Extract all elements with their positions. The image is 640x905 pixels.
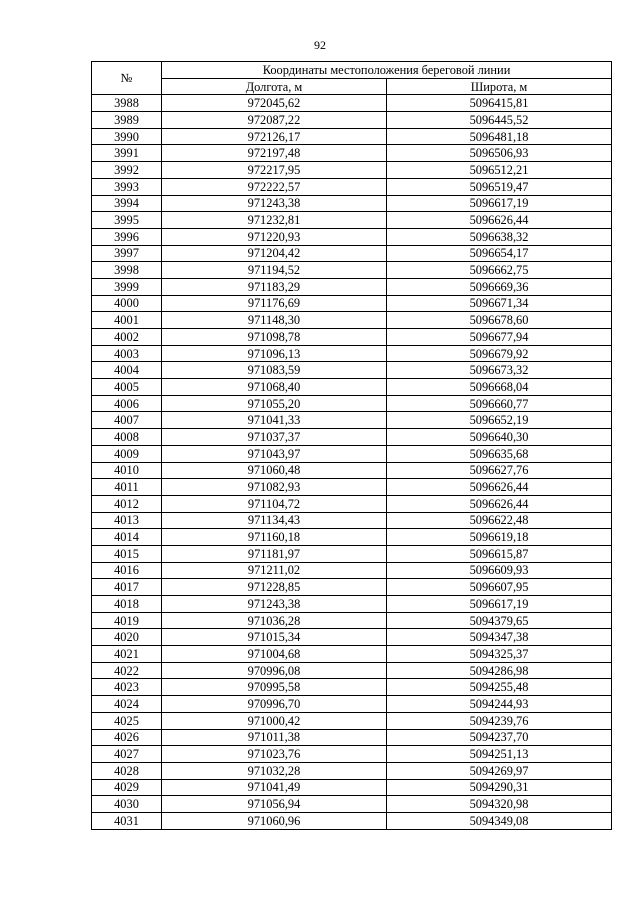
table-row (92, 245, 612, 262)
table-row (92, 412, 612, 429)
point-number-cell: 3997 (92, 245, 162, 262)
longitude-cell: 971148,30 (162, 312, 387, 329)
table-row (92, 162, 612, 179)
latitude-cell: 5094325,37 (387, 646, 612, 663)
latitude-cell: 5094379,65 (387, 612, 612, 629)
table-row (92, 529, 612, 546)
table-row (92, 262, 612, 279)
point-number-cell: 4009 (92, 445, 162, 462)
point-number-cell: 4023 (92, 679, 162, 696)
longitude-cell: 971015,34 (162, 629, 387, 646)
table-row (92, 278, 612, 295)
point-number-cell: 4024 (92, 696, 162, 713)
longitude-cell: 970995,58 (162, 679, 387, 696)
longitude-cell: 970996,70 (162, 696, 387, 713)
coordinates-table (91, 61, 612, 830)
latitude-cell: 5096512,21 (387, 162, 612, 179)
point-number-cell: 4018 (92, 596, 162, 613)
latitude-cell: 5096609,93 (387, 562, 612, 579)
table-row (92, 696, 612, 713)
latitude-cell: 5094255,48 (387, 679, 612, 696)
point-number-cell: 4020 (92, 629, 162, 646)
latitude-cell: 5094349,08 (387, 812, 612, 829)
longitude-cell: 971060,96 (162, 812, 387, 829)
longitude-cell: 971041,33 (162, 412, 387, 429)
point-number-cell: 4011 (92, 479, 162, 496)
longitude-cell: 971032,28 (162, 762, 387, 779)
longitude-cell: 972222,57 (162, 178, 387, 195)
table-row (92, 228, 612, 245)
latitude-cell: 5096627,76 (387, 462, 612, 479)
latitude-cell: 5096668,04 (387, 379, 612, 396)
latitude-cell: 5096619,18 (387, 529, 612, 546)
longitude-cell: 972087,22 (162, 112, 387, 129)
latitude-cell: 5096607,95 (387, 579, 612, 596)
longitude-cell: 971160,18 (162, 529, 387, 546)
latitude-cell: 5096679,92 (387, 345, 612, 362)
table-row (92, 195, 612, 212)
point-number-cell: 4013 (92, 512, 162, 529)
longitude-cell: 971211,02 (162, 562, 387, 579)
longitude-cell: 971096,13 (162, 345, 387, 362)
point-number-cell: 4012 (92, 495, 162, 512)
longitude-cell: 971056,94 (162, 796, 387, 813)
latitude-cell: 5096626,44 (387, 495, 612, 512)
longitude-cell: 971243,38 (162, 195, 387, 212)
table-row (92, 495, 612, 512)
longitude-cell: 971183,29 (162, 278, 387, 295)
table-row (92, 462, 612, 479)
point-number-cell: 3999 (92, 278, 162, 295)
latitude-cell: 5096626,44 (387, 212, 612, 229)
latitude-cell: 5096617,19 (387, 195, 612, 212)
point-number-cell: 4005 (92, 379, 162, 396)
point-number-cell: 4001 (92, 312, 162, 329)
latitude-column-header: Широта, м (387, 78, 612, 95)
point-number-cell: 4029 (92, 779, 162, 796)
point-number-cell: 3992 (92, 162, 162, 179)
longitude-cell: 971243,38 (162, 596, 387, 613)
point-number-cell: 4030 (92, 796, 162, 813)
point-number-cell: 4022 (92, 662, 162, 679)
longitude-cell: 971194,52 (162, 262, 387, 279)
point-number-cell: 4007 (92, 412, 162, 429)
table-row (92, 112, 612, 129)
table-row (92, 779, 612, 796)
table-row (92, 345, 612, 362)
table-row (92, 128, 612, 145)
latitude-cell: 5096519,47 (387, 178, 612, 195)
table-row (92, 796, 612, 813)
table-row (92, 679, 612, 696)
longitude-cell: 971041,49 (162, 779, 387, 796)
latitude-cell: 5096677,94 (387, 329, 612, 346)
point-number-cell: 4002 (92, 329, 162, 346)
longitude-cell: 971204,42 (162, 245, 387, 262)
latitude-cell: 5096662,75 (387, 262, 612, 279)
point-number-cell: 4008 (92, 429, 162, 446)
longitude-cell: 971011,38 (162, 729, 387, 746)
longitude-cell: 972045,62 (162, 95, 387, 112)
point-number-cell: 3990 (92, 128, 162, 145)
table-row (92, 95, 612, 112)
table-row (92, 662, 612, 679)
number-column-header: № (92, 62, 162, 95)
latitude-cell: 5096638,32 (387, 228, 612, 245)
table-row (92, 178, 612, 195)
point-number-cell: 3988 (92, 95, 162, 112)
latitude-cell: 5094347,38 (387, 629, 612, 646)
longitude-cell: 972197,48 (162, 145, 387, 162)
table-row (92, 812, 612, 829)
latitude-cell: 5096654,17 (387, 245, 612, 262)
table-row (92, 712, 612, 729)
latitude-cell: 5096678,60 (387, 312, 612, 329)
point-number-cell: 4027 (92, 746, 162, 763)
table-row (92, 729, 612, 746)
point-number-cell: 4017 (92, 579, 162, 596)
longitude-cell: 971068,40 (162, 379, 387, 396)
table-row (92, 512, 612, 529)
table-row (92, 362, 612, 379)
point-number-cell: 4000 (92, 295, 162, 312)
latitude-cell: 5096615,87 (387, 545, 612, 562)
longitude-cell: 971176,69 (162, 295, 387, 312)
longitude-cell: 971036,28 (162, 612, 387, 629)
point-number-cell: 4025 (92, 712, 162, 729)
table-row (92, 762, 612, 779)
latitude-cell: 5096617,19 (387, 596, 612, 613)
latitude-cell: 5096445,52 (387, 112, 612, 129)
longitude-cell: 971004,68 (162, 646, 387, 663)
latitude-cell: 5094290,31 (387, 779, 612, 796)
point-number-cell: 3989 (92, 112, 162, 129)
point-number-cell: 3993 (92, 178, 162, 195)
table-row (92, 379, 612, 396)
longitude-cell: 971083,59 (162, 362, 387, 379)
longitude-cell: 971037,37 (162, 429, 387, 446)
point-number-cell: 3998 (92, 262, 162, 279)
latitude-cell: 5094244,93 (387, 696, 612, 713)
point-number-cell: 4028 (92, 762, 162, 779)
latitude-cell: 5094286,98 (387, 662, 612, 679)
table-row (92, 212, 612, 229)
table-row (92, 596, 612, 613)
latitude-cell: 5096669,36 (387, 278, 612, 295)
page-number: 92 (314, 38, 326, 52)
longitude-cell: 971082,93 (162, 479, 387, 496)
table-row (92, 429, 612, 446)
longitude-cell: 971134,43 (162, 512, 387, 529)
table-row (92, 329, 612, 346)
latitude-cell: 5094239,76 (387, 712, 612, 729)
point-number-cell: 4026 (92, 729, 162, 746)
longitude-cell: 972126,17 (162, 128, 387, 145)
longitude-cell: 971104,72 (162, 495, 387, 512)
table-row (92, 395, 612, 412)
longitude-cell: 971181,97 (162, 545, 387, 562)
point-number-cell: 3994 (92, 195, 162, 212)
table-row (92, 312, 612, 329)
latitude-cell: 5096660,77 (387, 395, 612, 412)
latitude-cell: 5094269,97 (387, 762, 612, 779)
longitude-cell: 971098,78 (162, 329, 387, 346)
latitude-cell: 5096635,68 (387, 445, 612, 462)
latitude-cell: 5094237,70 (387, 729, 612, 746)
point-number-cell: 4021 (92, 646, 162, 663)
latitude-cell: 5096671,34 (387, 295, 612, 312)
latitude-cell: 5096673,32 (387, 362, 612, 379)
point-number-cell: 4014 (92, 529, 162, 546)
longitude-column-header: Долгота, м (162, 78, 387, 95)
table-body (92, 95, 612, 829)
latitude-cell: 5096626,44 (387, 479, 612, 496)
table-row (92, 445, 612, 462)
longitude-cell: 971232,81 (162, 212, 387, 229)
point-number-cell: 3991 (92, 145, 162, 162)
latitude-cell: 5096622,48 (387, 512, 612, 529)
point-number-cell: 4006 (92, 395, 162, 412)
table-row (92, 579, 612, 596)
table-row (92, 545, 612, 562)
longitude-cell: 971043,97 (162, 445, 387, 462)
latitude-cell: 5096640,30 (387, 429, 612, 446)
point-number-cell: 4015 (92, 545, 162, 562)
point-number-cell: 4010 (92, 462, 162, 479)
point-number-cell: 3996 (92, 228, 162, 245)
latitude-cell: 5096506,93 (387, 145, 612, 162)
longitude-cell: 972217,95 (162, 162, 387, 179)
point-number-cell: 4003 (92, 345, 162, 362)
table-row (92, 612, 612, 629)
point-number-cell: 4016 (92, 562, 162, 579)
longitude-cell: 971055,20 (162, 395, 387, 412)
latitude-cell: 5096481,18 (387, 128, 612, 145)
table-row (92, 145, 612, 162)
table-row (92, 629, 612, 646)
longitude-cell: 971000,42 (162, 712, 387, 729)
longitude-cell: 971023,76 (162, 746, 387, 763)
longitude-cell: 971220,93 (162, 228, 387, 245)
latitude-cell: 5094251,13 (387, 746, 612, 763)
longitude-cell: 970996,08 (162, 662, 387, 679)
point-number-cell: 4031 (92, 812, 162, 829)
point-number-cell: 4019 (92, 612, 162, 629)
longitude-cell: 971060,48 (162, 462, 387, 479)
latitude-cell: 5096415,81 (387, 95, 612, 112)
table-row (92, 646, 612, 663)
latitude-cell: 5094320,98 (387, 796, 612, 813)
coordinates-group-header: Координаты местоположения береговой линии (162, 62, 612, 79)
longitude-cell: 971228,85 (162, 579, 387, 596)
table-row (92, 746, 612, 763)
latitude-cell: 5096652,19 (387, 412, 612, 429)
table-row (92, 562, 612, 579)
table-row (92, 479, 612, 496)
point-number-cell: 4004 (92, 362, 162, 379)
table-row (92, 295, 612, 312)
point-number-cell: 3995 (92, 212, 162, 229)
